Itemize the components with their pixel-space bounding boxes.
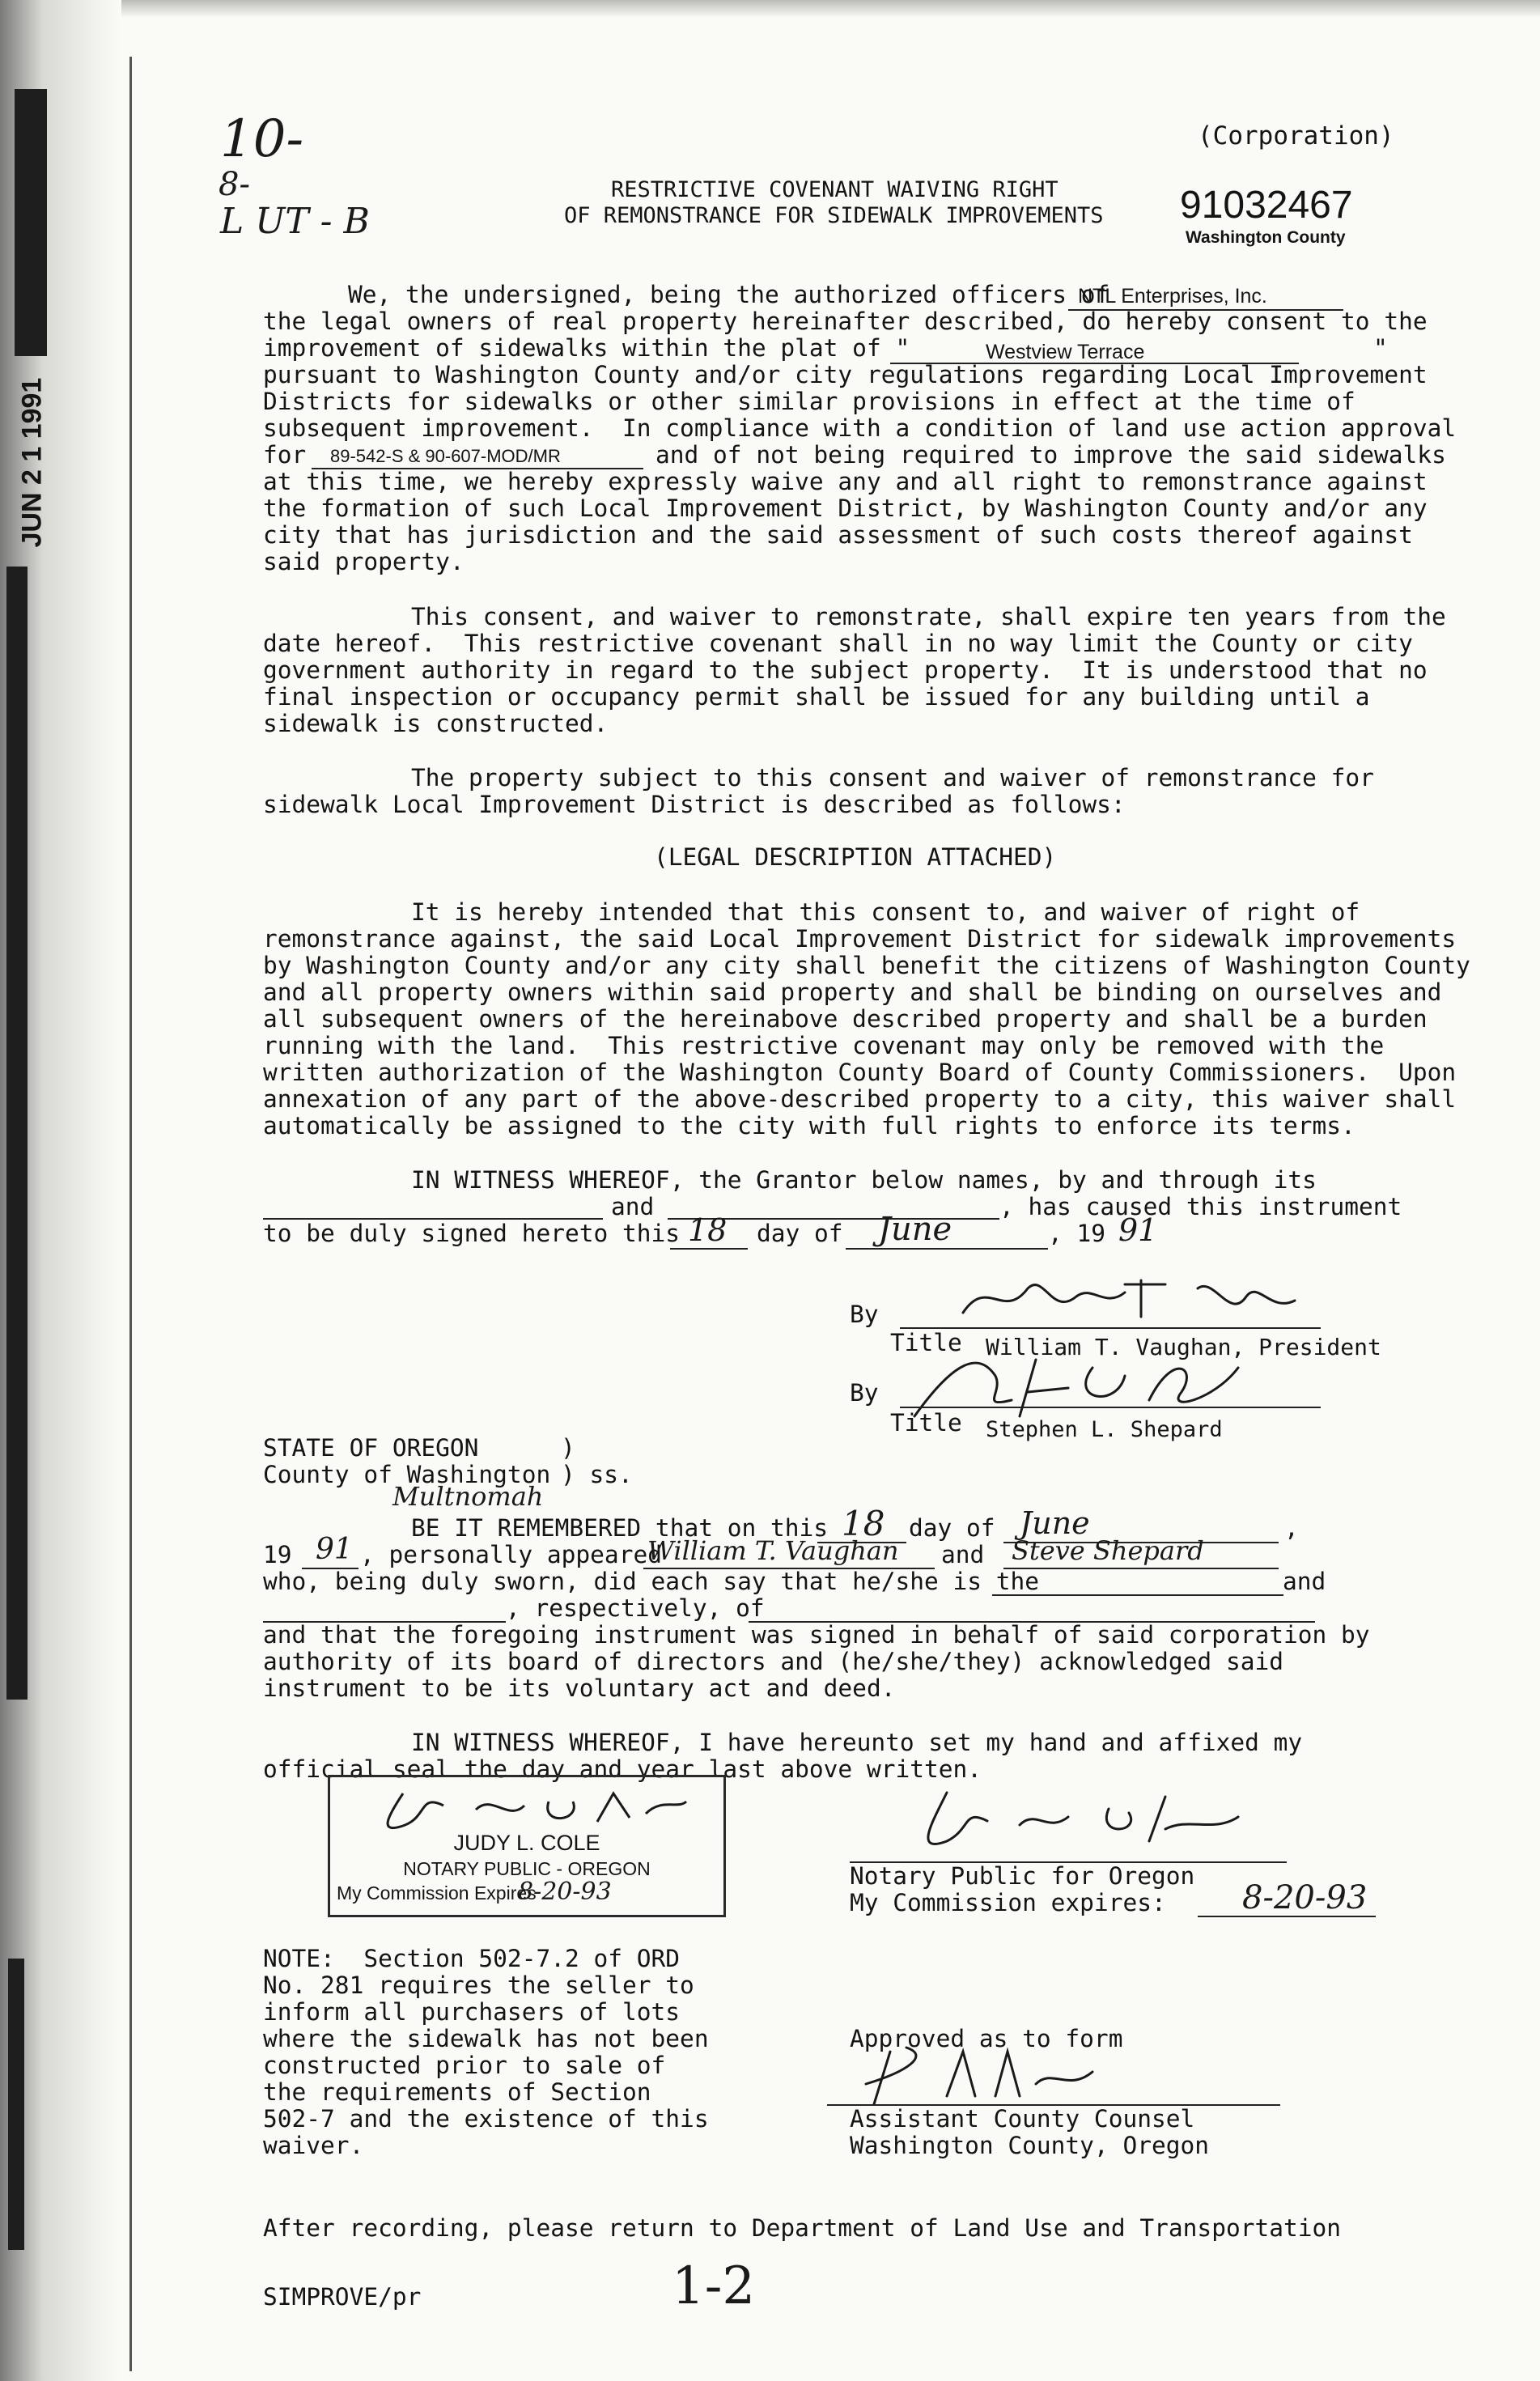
notary-signature (874, 1785, 1254, 1857)
p1-line: the formation of such Local Improvement District, by Washington County and/or any (263, 494, 1428, 522)
note-line: constructed prior to sale of (263, 2052, 666, 2079)
scan-bar (8, 1959, 24, 2250)
page-edge (129, 57, 132, 2371)
signature-vaughan (955, 1272, 1319, 1329)
return-instructions: After recording, please return to Department of Land Use and Transportation (263, 2214, 1342, 2242)
by-label-1: By (850, 1301, 879, 1328)
p2-line: government authority in regard to the subject property. It is understood that no (263, 656, 1428, 684)
seal-exp-value: 8-20-93 (518, 1878, 612, 1906)
title-label-2: Title (890, 1409, 962, 1437)
note-line: No. 281 requires the seller to (263, 1971, 694, 1999)
p4-line: annexation of any part of the above-described property to a city, this waiver shall (263, 1085, 1457, 1113)
note-line: the requirements of Section (263, 2078, 651, 2106)
p2-line: sidewalk is constructed. (263, 710, 609, 737)
p1-line: city that has jurisdiction and the said assessment of such costs thereof against (263, 521, 1413, 549)
notary-seal (328, 1775, 726, 1917)
p4-line: written authorization of the Washington County Board of County Commissioners. Upon (263, 1059, 1457, 1086)
respectively: , respectively, of (506, 1594, 765, 1622)
p1-line: said property. (263, 548, 465, 575)
county-correction: Multnomah (392, 1481, 544, 1512)
appeared-name-2-line (1003, 1568, 1279, 1569)
remembered-month-fill: June (1020, 1505, 1090, 1541)
witness-and: and (611, 1193, 655, 1220)
p3-line: sidewalk Local Improvement District is described as follows: (263, 791, 1126, 818)
seal-name: JUDY L. COLE (453, 1831, 600, 1855)
p1-line: pursuant to Washington County and/or city regulations regarding Local Improvement (263, 361, 1428, 388)
seal-signature (354, 1785, 694, 1834)
p4-line: running with the land. This restrictive covenant may only be removed with the (263, 1032, 1385, 1059)
handwritten-note: 10- (220, 109, 304, 169)
notary-exp-label: My Commission expires: (850, 1889, 1166, 1916)
and-end: and (1283, 1568, 1326, 1595)
p4-line: It is hereby intended that this consent to, and waiver of right of (411, 898, 1360, 926)
signer-1-title: William T. Vaughan, President (986, 1334, 1381, 1360)
p1-line: for (263, 441, 307, 469)
p4-line: remonstrance against, the said Local Improvement District for sidewalk improvements (263, 925, 1457, 953)
company-fill: NTL Enterprises, Inc. (1078, 285, 1267, 308)
plat-fill: Westview Terrace (986, 341, 1145, 363)
p1-line: at this time, we hereby expressly waive any and all right to remonstrance against (263, 468, 1428, 495)
scan-left-edge (0, 0, 121, 2381)
p4-line: and all property owners within said property and shall be binding on ourselves and (263, 978, 1442, 1006)
witness-day-of: day of (757, 1220, 843, 1247)
signer-2-title: Stephen L. Shepard (986, 1417, 1223, 1442)
witness-year-prefix: , 19 (1048, 1220, 1106, 1247)
appeared-label: , personally appeared (360, 1541, 662, 1568)
state-label: STATE OF OREGON (263, 1434, 479, 1462)
sworn-line: who, being duly sworn, did each say that he/she is the (263, 1568, 1040, 1595)
notary-public-label: Notary Public for Oregon (850, 1862, 1195, 1890)
document-number: 91032467 (1180, 184, 1353, 227)
p3-line: The property subject to this consent and waiver of remonstrance for (411, 764, 1374, 792)
p4-line: all subsequent owners of the hereinabove described property and shall be a burden (263, 1005, 1428, 1033)
quote-close: " (1373, 334, 1388, 362)
margin-date-stamp: JUN 2 1 1991 (16, 377, 48, 548)
witness-month-fill: June (878, 1211, 952, 1248)
notary-line: instrument to be its voluntary act and deed. (263, 1674, 896, 1702)
witness2-line-1: IN WITNESS WHEREOF, I have hereunto set my hand and affixed my (411, 1729, 1303, 1756)
role-line (992, 1594, 1283, 1596)
corporation-tag: (Corporation) (1198, 121, 1394, 151)
witness-caused: , has caused this instrument (999, 1193, 1402, 1220)
p4-line: by Washington County and/or any city shall benefit the citizens of Washington County (263, 952, 1470, 979)
remembered-dayof: day of (909, 1514, 995, 1542)
by-label-2: By (850, 1379, 879, 1407)
note-line: waiver. (263, 2132, 364, 2159)
handwritten-note: L UT - B (220, 201, 370, 242)
p1-line: Districts for sidewalks or other similar provisions in effect at the time of (263, 388, 1355, 415)
note-line: inform all purchasers of lots (263, 1998, 681, 2026)
scan-bar (6, 567, 28, 1700)
county-label: County of Washington (263, 1461, 551, 1488)
p2-line: final inspection or occupancy permit shall be issued for any building until a (263, 683, 1370, 711)
p1-line: improvement of sidewalks within the plat of " (263, 334, 910, 362)
signer-1-line (900, 1327, 1321, 1329)
notary-line: authority of its board of directors and (he/she/they) acknowledged said (263, 1648, 1283, 1675)
note-line: 502-7 and the existence of this (263, 2105, 709, 2133)
counsel-county: Washington County, Oregon (850, 2132, 1210, 2159)
and-word: and (941, 1541, 985, 1568)
approved-label: Approved as to form (850, 2025, 1123, 2052)
signer-2-line (900, 1407, 1321, 1408)
year-fill: 91 (316, 1533, 353, 1566)
witness-line-3a: to be duly signed hereto this (263, 1220, 681, 1247)
p1-line-7-rest: and of not being required to improve the said sidewalks (655, 441, 1446, 469)
remembered-comma: , (1284, 1514, 1299, 1542)
note-line: where the sidewalk has not been (263, 2025, 709, 2052)
legal-description: (LEGAL DESCRIPTION ATTACHED) (654, 843, 1057, 871)
counsel-signature (858, 2039, 1101, 2112)
year-prefix: 19 (263, 1541, 292, 1568)
title-line-2: OF REMONSTRANCE FOR SIDEWALK IMPROVEMENTS (564, 203, 1104, 228)
day-underline (670, 1248, 748, 1250)
title-line-1: RESTRICTIVE COVENANT WAIVING RIGHT (611, 177, 1058, 202)
p2-line: date hereof. This restrictive covenant shall in no way limit the County or city (263, 630, 1413, 657)
handwritten-note: 8- (218, 166, 250, 203)
p1-line: We, the undersigned, being the authorized officers of (348, 281, 1110, 308)
state-paren: ) (561, 1434, 575, 1462)
approval-fill: 89-542-S & 90-607-MOD/MR (330, 446, 561, 466)
title-label-1: Title (890, 1329, 962, 1356)
p4-line: automatically be assigned to the city with full rights to enforce its terms. (263, 1112, 1355, 1140)
scan-bar (15, 89, 47, 356)
witness2-line-2: official seal the day and year last above written. (263, 1755, 982, 1783)
ss-label: ) ss. (561, 1461, 633, 1488)
seal-role: NOTARY PUBLIC - OREGON (403, 1858, 651, 1879)
page-mark: 1-2 (672, 2256, 756, 2316)
appeared-name-2: Steve Shepard (1012, 1535, 1204, 1566)
witness-day-fill: 18 (688, 1212, 728, 1248)
p1-line: subsequent improvement. In compliance with a condition of land use action approval (263, 414, 1457, 442)
notary-exp-line (1198, 1916, 1376, 1917)
scan-top-edge (0, 0, 1540, 18)
counsel-label: Assistant County Counsel (850, 2105, 1195, 2133)
appeared-name-1: William T. Vaughan (647, 1535, 899, 1566)
document-code: SIMPROVE/pr (263, 2283, 422, 2311)
county-stamp: Washington County (1186, 228, 1346, 247)
notary-exp-value: 8-20-93 (1242, 1879, 1368, 1916)
remembered-a: BE IT REMEMBERED that on this (411, 1514, 829, 1542)
seal-exp-label: My Commission Expires (337, 1882, 537, 1904)
p2-line: This consent, and waiver to remonstrate, shall expire ten years from the (411, 603, 1446, 630)
remembered-day-fill: 18 (842, 1504, 885, 1543)
notary-line: and that the foregoing instrument was signed in behalf of said corporation by (263, 1621, 1370, 1649)
p1-line: the legal owners of real property hereinafter described, do hereby consent to the (263, 308, 1428, 335)
witness-year-fill: 91 (1118, 1212, 1158, 1248)
month-underline (846, 1248, 1048, 1250)
witness-line-1: IN WITNESS WHEREOF, the Grantor below names, by and through its (411, 1166, 1317, 1194)
note-line: NOTE: Section 502-7.2 of ORD (263, 1945, 681, 1972)
